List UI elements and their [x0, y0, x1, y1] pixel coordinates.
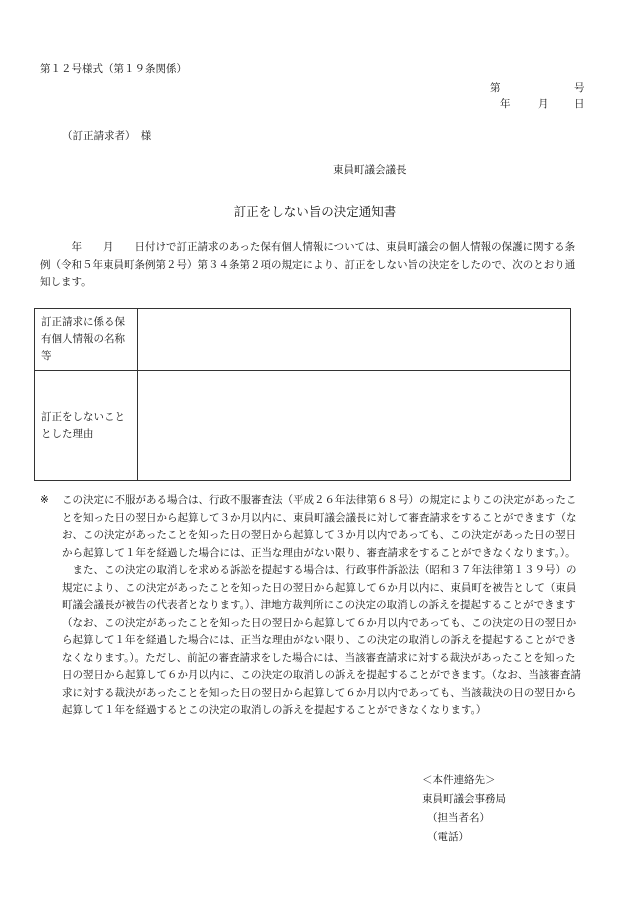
note-lawsuit: また、この決定の取消しを求める訴訟を提起する場合は、行政事件訴訟法（昭和３７年法律第１３９号）の規定により、この決定があったことを知った日の翌日から起算して６か月以内に、東員町を被告として（東員町議会議長が被告の代表者となります。）、津地方裁判所にこの決定の取消しの訴えを提起することができます（なお、この決定があったことを知った日の翌日から起算して６か月以内であっても、この決定の日の翌日から起算して１年を経過した場合には、正当な理由がない限り、この決定の取消しの訴えを提起することができなくなります。）。ただし、前記の審査請求をした場合には、当該審査請求に対する裁決があったことを知った日の翌日から起算して６か月以内に、この決定の取消しの訴えを提起することができます。（なお、当該審査請求に対する裁決があったことを知った日の翌日から起算して６か月以内であっても、当該裁決の日の翌日から起算して１年を経過するとこの決定の取消しの訴えを提起することができなくなります。） — [62, 564, 581, 716]
contact-person: （担当者名） — [427, 812, 490, 824]
row-label-record-name: 訂正請求に係る保有個人情報の名称等 — [35, 309, 138, 371]
document-title: 訂正をしない旨の決定通知書 — [233, 204, 397, 219]
doc-no-prefix: 第 — [490, 82, 501, 94]
row-value-reason — [138, 371, 571, 481]
date-year: 年 — [500, 98, 511, 110]
contact-heading: ＜本件連絡先＞ — [422, 774, 496, 786]
table-row — [35, 371, 571, 481]
sender: 東員町議会議長 — [333, 164, 407, 176]
body-text: 年 月 日付けで訂正請求のあった保有個人情報については、東員町議会の個人情報の保護に関する条例（令和５年東員町条例第２号）第３４条第２項の規定により、訂正をしない旨の決定をしたので、次のとおり通知します。 — [40, 241, 576, 288]
table-row — [35, 309, 571, 371]
contact-office: 東員町議会事務局 — [422, 793, 506, 805]
contact-block — [422, 771, 506, 847]
note-appeal: この決定に不服がある場合は、行政不服審査法（平成２６年法律第６８号）の規定によりこの決定があったことを知った日の翌日から起算して３か月以内に、東員町議会議長に対して審査請求をすることができます（なお、この決定があったことを知った日の翌日から起算して３か月以内であっても、この決定があった日の翌日から起算して１年を経過した場合には、正当な理由がない限り、審査請求をすることができなくなります。）。 — [62, 494, 577, 559]
row-value-record-name — [138, 309, 571, 371]
recipient: （訂正請求者） 様 — [62, 130, 152, 142]
notes-section — [40, 492, 585, 720]
doc-no-suffix: 号 — [574, 82, 585, 94]
contact-phone: （電話） — [427, 831, 469, 843]
note-mark: ※ — [40, 494, 49, 506]
body-paragraph — [40, 239, 585, 292]
date-month: 月 — [538, 98, 549, 110]
info-table — [34, 308, 571, 481]
form-number: 第１２号様式（第１９条関係） — [40, 63, 187, 75]
row-label-reason: 訂正をしないこととした理由 — [35, 371, 138, 481]
date-day: 日 — [574, 98, 585, 110]
